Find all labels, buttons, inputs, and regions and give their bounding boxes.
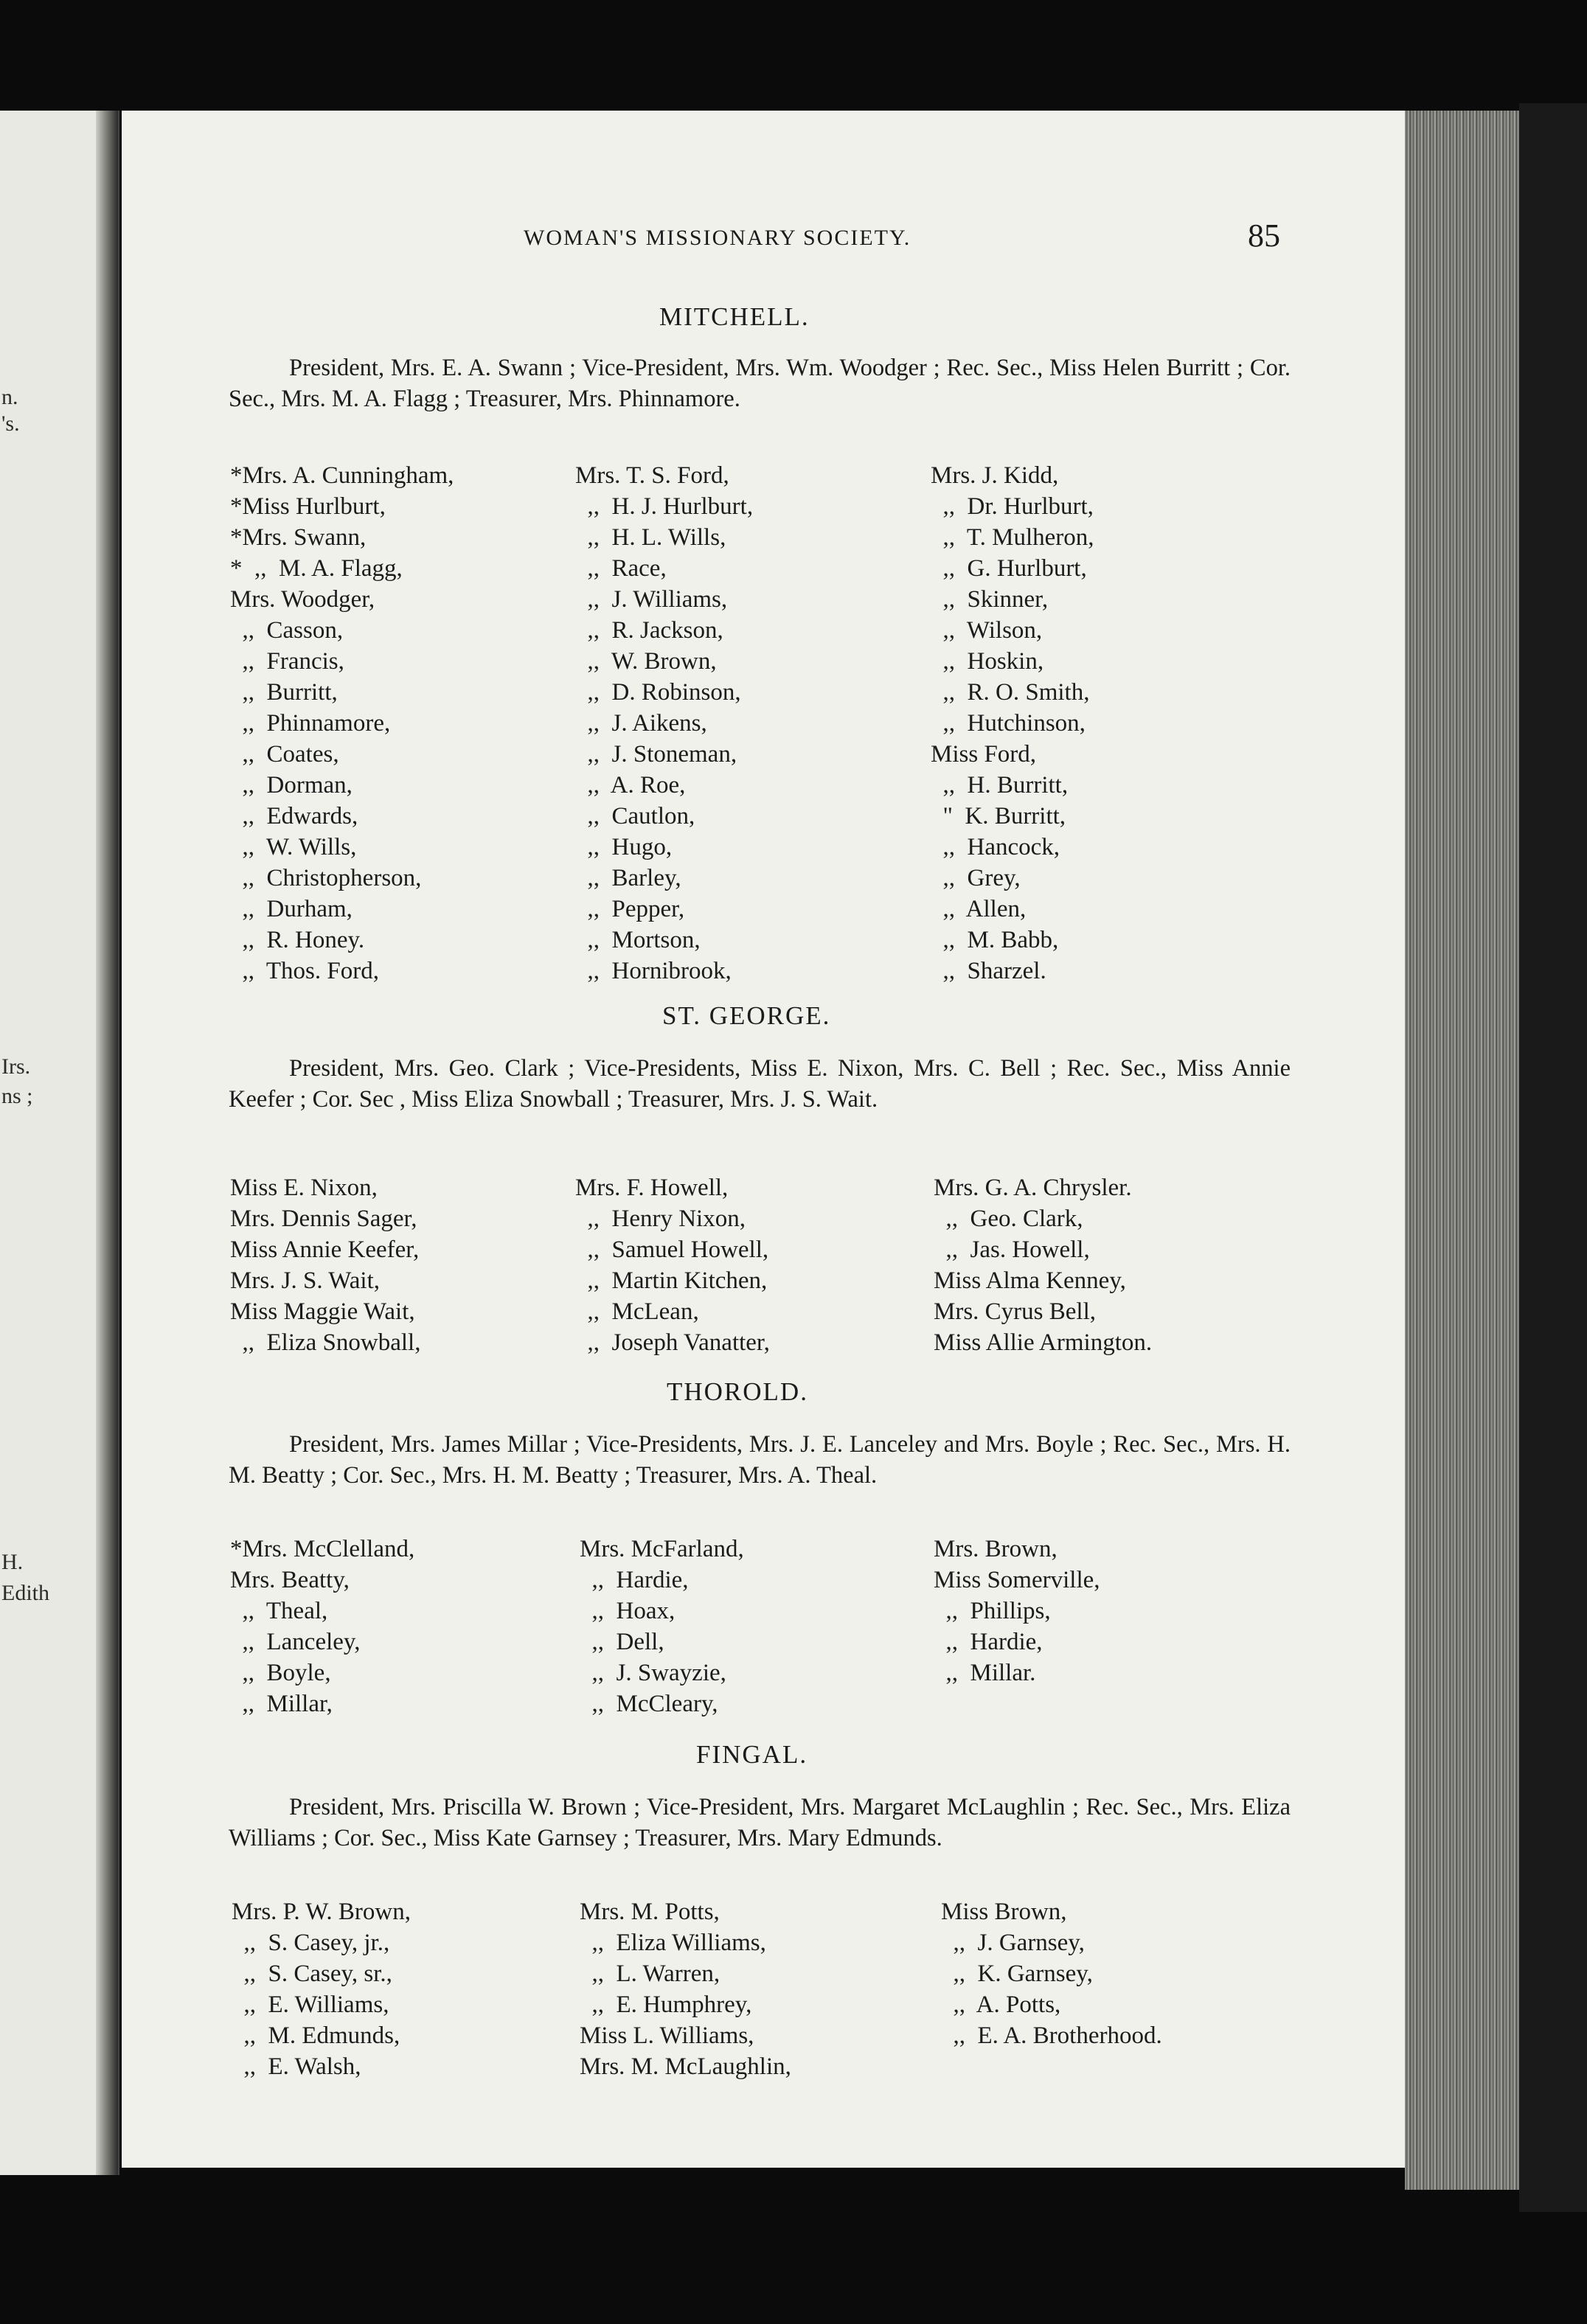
member-name: ,, Hutchinson, xyxy=(931,710,1086,737)
member-name: ,, L. Warren, xyxy=(580,1961,720,1987)
member-name: ,, Lanceley, xyxy=(230,1629,361,1655)
member-name: ,, Samuel Howell, xyxy=(575,1236,769,1263)
member-name: *Mrs. A. Cunningham, xyxy=(230,462,454,489)
member-name: ,, E. Williams, xyxy=(232,1991,389,2018)
officers-thorold: President, Mrs. James Millar ; Vice-Presidents, Mrs. J. E. Lanceley and Mrs. Boyle ; Rec. Sec., Mrs. H. M. Beatty ; Cor. Sec., Mrs. H. M. Beatty ; Treasurer, Mrs. A. Theal. xyxy=(229,1431,1291,1489)
member-name: *Mrs. McClelland, xyxy=(230,1536,415,1562)
left-page-fragment: Edith xyxy=(1,1581,49,1605)
member-name: Mrs. J. S. Wait, xyxy=(230,1267,381,1294)
left-page-fragment: 's. xyxy=(1,411,20,436)
member-name: Mrs. Cyrus Bell, xyxy=(934,1298,1097,1325)
member-name: ,, M. Babb, xyxy=(931,927,1059,953)
member-name: Mrs. F. Howell, xyxy=(575,1175,729,1201)
member-name: Miss E. Nixon, xyxy=(230,1175,378,1201)
member-name: ,, Eliza Williams, xyxy=(580,1930,766,1956)
member-name: ,, H. L. Wills, xyxy=(575,524,726,551)
members-fingal-col1 xyxy=(232,1896,411,2082)
member-name: ,, Pepper, xyxy=(575,896,685,922)
member-name: ,, Boyle, xyxy=(230,1660,331,1686)
section-title-mitchell: MITCHELL. xyxy=(659,302,810,331)
member-name: Mrs. McFarland, xyxy=(580,1536,744,1562)
members-fingal-col2 xyxy=(580,1896,791,2082)
member-name: ,, Christopherson, xyxy=(230,865,422,891)
member-name: ,, Dr. Hurlburt, xyxy=(931,493,1094,520)
member-name: Miss Allie Armington. xyxy=(934,1329,1153,1356)
member-name: ,, R. Honey. xyxy=(230,927,365,953)
member-name: ,, A. Potts, xyxy=(941,1991,1061,2018)
member-name: ,, McCleary, xyxy=(580,1691,718,1717)
member-name: Mrs. Woodger, xyxy=(230,586,375,613)
member-name: ,, Dorman, xyxy=(230,772,353,799)
member-name: Mrs. M. Potts, xyxy=(580,1899,720,1925)
member-name: Mrs. P. W. Brown, xyxy=(232,1899,411,1925)
left-page-fragment: Irs. xyxy=(1,1054,31,1079)
member-name: ,, Cautlon, xyxy=(575,803,695,829)
member-name: Miss Maggie Wait, xyxy=(230,1298,415,1325)
left-page-fragment: H. xyxy=(1,1550,24,1574)
members-st-george-col1 xyxy=(230,1172,420,1358)
member-name: ,, Millar. xyxy=(934,1660,1036,1686)
page-number: 85 xyxy=(1248,218,1280,254)
left-page-fragment: n. xyxy=(1,385,18,409)
officers-mitchell: President, Mrs. E. A. Swann ; Vice-President, Mrs. Wm. Woodger ; Rec. Sec., Miss Helen Burritt ; Cor. Sec., Mrs. M. A. Flagg ; Treasurer, Mrs. Phinnamore. xyxy=(229,355,1291,412)
member-name: ,, Phinnamore, xyxy=(230,710,391,737)
member-name: ,, J. Aikens, xyxy=(575,710,707,737)
member-name: ,, A. Roe, xyxy=(575,772,686,799)
members-thorold-col3 xyxy=(934,1534,1100,1688)
member-name: Miss Annie Keefer, xyxy=(230,1236,420,1263)
officers-fingal: President, Mrs. Priscilla W. Brown ; Vice-President, Mrs. Margaret McLaughlin ; Rec. Sec., Mrs. Eliza Williams ; Cor. Sec., Miss Kate Garnsey ; Treasurer, Mrs. Mary Edmunds. xyxy=(229,1794,1291,1851)
member-name: ,, Coates, xyxy=(230,741,339,768)
members-st-george-col2 xyxy=(575,1172,770,1358)
member-name: ,, M. Edmunds, xyxy=(232,2022,400,2049)
page xyxy=(122,111,1409,2168)
members-st-george-col3 xyxy=(934,1172,1152,1358)
member-name: ,, W. Wills, xyxy=(230,834,357,860)
member-name: ,, T. Mulheron, xyxy=(931,524,1094,551)
member-name: Mrs. T. S. Ford, xyxy=(575,462,729,489)
member-name: ,, Phillips, xyxy=(934,1598,1051,1624)
member-name: ,, Jas. Howell, xyxy=(934,1236,1090,1263)
member-name: ,, Grey, xyxy=(931,865,1021,891)
members-mitchell-col2 xyxy=(575,460,753,987)
member-name: Miss Brown, xyxy=(941,1899,1067,1925)
member-name: ,, Thos. Ford, xyxy=(230,958,379,984)
members-thorold-col2 xyxy=(580,1534,744,1719)
member-name: ,, McLean, xyxy=(575,1298,699,1325)
member-name: ,, Edwards, xyxy=(230,803,358,829)
member-name: ,, Geo. Clark, xyxy=(934,1206,1083,1232)
member-name: Mrs. G. A. Chrysler. xyxy=(934,1175,1132,1201)
member-name: ,, Skinner, xyxy=(931,586,1049,613)
member-name: ,, H. Burritt, xyxy=(931,772,1069,799)
member-name: ,, Burritt, xyxy=(230,679,338,706)
member-name: Mrs. Beatty, xyxy=(230,1567,350,1593)
member-name: ,, Allen, xyxy=(931,896,1027,922)
members-mitchell-col1 xyxy=(230,460,454,987)
member-name: ,, Sharzel. xyxy=(931,958,1046,984)
member-name: Mrs. J. Kidd, xyxy=(931,462,1059,489)
members-mitchell-col3 xyxy=(931,460,1094,987)
running-header: WOMAN'S MISSIONARY SOCIETY. xyxy=(524,226,911,250)
member-name: ,, Martin Kitchen, xyxy=(575,1267,768,1294)
section-title-fingal: FINGAL. xyxy=(696,1740,808,1769)
member-name: ,, S. Casey, sr., xyxy=(232,1961,392,1987)
member-name: ,, J. Williams, xyxy=(575,586,728,613)
member-name: Mrs. Dennis Sager, xyxy=(230,1206,417,1232)
member-name: ,, Hardie, xyxy=(580,1567,689,1593)
member-name: Miss L. Williams, xyxy=(580,2022,754,2049)
section-title-st-george: ST. GEORGE. xyxy=(662,1001,831,1030)
member-name: ,, J. Garnsey, xyxy=(941,1930,1085,1956)
member-name: ,, Hoskin, xyxy=(931,648,1044,675)
member-name: ,, E. Humphrey, xyxy=(580,1991,752,2018)
officers-st-george: President, Mrs. Geo. Clark ; Vice-Presidents, Miss E. Nixon, Mrs. C. Bell ; Rec. Sec., Miss Annie Keefer ; Cor. Sec , Miss Eliza Snowball ; Treasurer, Mrs. J. S. Wait. xyxy=(229,1055,1291,1113)
member-name: * ,, M. A. Flagg, xyxy=(230,555,403,582)
member-name: ,, E. A. Brotherhood. xyxy=(941,2022,1162,2049)
member-name: Mrs. M. McLaughlin, xyxy=(580,2053,791,2080)
member-name: ,, Wilson, xyxy=(931,617,1043,644)
member-name: ,, S. Casey, jr., xyxy=(232,1930,390,1956)
member-name: Miss Alma Kenney, xyxy=(934,1267,1126,1294)
members-thorold-col1 xyxy=(230,1534,414,1719)
member-name: ,, Hornibrook, xyxy=(575,958,732,984)
member-name: ,, W. Brown, xyxy=(575,648,717,675)
member-name: ,, Henry Nixon, xyxy=(575,1206,746,1232)
member-name: ,, Eliza Snowball, xyxy=(230,1329,421,1356)
member-name: ,, Dell, xyxy=(580,1629,664,1655)
member-name: ,, J. Stoneman, xyxy=(575,741,737,768)
member-name: ,, D. Robinson, xyxy=(575,679,741,706)
member-name: ,, Mortson, xyxy=(575,927,701,953)
book-cover-edge xyxy=(1519,103,1587,2212)
member-name: ,, Joseph Vanatter, xyxy=(575,1329,770,1356)
member-name: Mrs. Brown, xyxy=(934,1536,1058,1562)
member-name: ,, Hugo, xyxy=(575,834,673,860)
member-name: *Mrs. Swann, xyxy=(230,524,367,551)
member-name: Miss Ford, xyxy=(931,741,1037,768)
member-name: ,, G. Hurlburt, xyxy=(931,555,1087,582)
section-title-thorold: THOROLD. xyxy=(667,1377,808,1406)
member-name: ,, Hancock, xyxy=(931,834,1060,860)
member-name: Miss Somerville, xyxy=(934,1567,1100,1593)
member-name: ,, R. Jackson, xyxy=(575,617,723,644)
member-name: ,, Theal, xyxy=(230,1598,328,1624)
member-name: *Miss Hurlburt, xyxy=(230,493,386,520)
book-gutter xyxy=(96,111,118,2175)
member-name: ,, Millar, xyxy=(230,1691,333,1717)
members-fingal-col3 xyxy=(941,1896,1162,2051)
member-name: ,, Hardie, xyxy=(934,1629,1043,1655)
member-name: ,, E. Walsh, xyxy=(232,2053,361,2080)
member-name: ,, J. Swayzie, xyxy=(580,1660,726,1686)
member-name: ,, R. O. Smith, xyxy=(931,679,1090,706)
member-name: ,, Francis, xyxy=(230,648,344,675)
member-name: " K. Burritt, xyxy=(931,803,1066,829)
left-page-fragment: ns ; xyxy=(1,1084,33,1108)
member-name: ,, Race, xyxy=(575,555,667,582)
member-name: ,, H. J. Hurlburt, xyxy=(575,493,754,520)
member-name: ,, Casson, xyxy=(230,617,344,644)
member-name: ,, K. Garnsey, xyxy=(941,1961,1093,1987)
member-name: ,, Durham, xyxy=(230,896,353,922)
member-name: ,, Hoax, xyxy=(580,1598,676,1624)
member-name: ,, Barley, xyxy=(575,865,681,891)
